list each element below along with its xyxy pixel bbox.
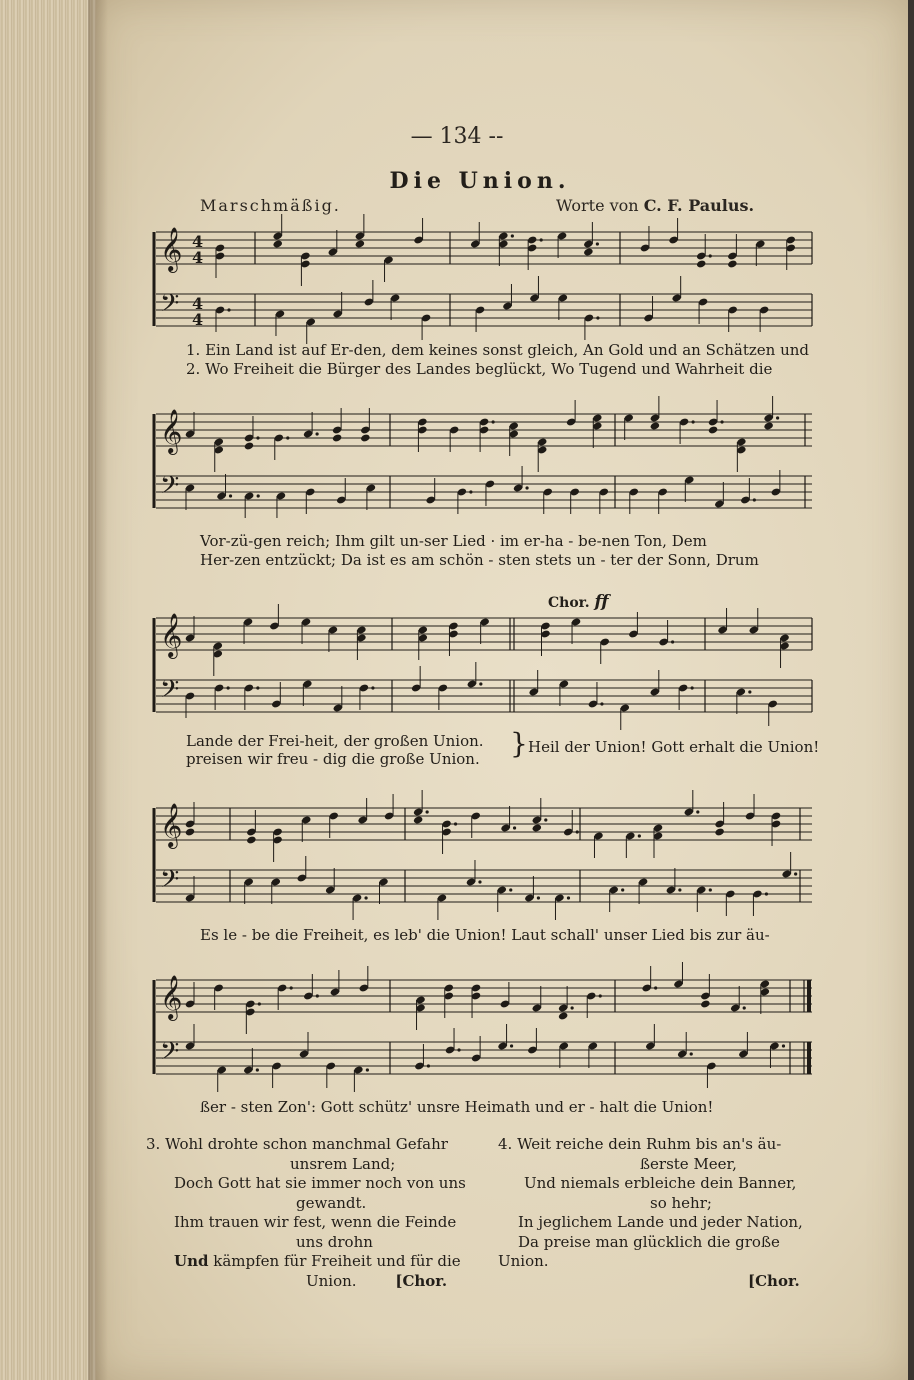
time-signature-bottom: 4	[192, 248, 204, 267]
lyric-system-2-verse-2: Her-zen entzückt; Da ist es am schön - sten stets un - ter der Sonn, Drum	[200, 551, 759, 569]
augmentation-dot	[537, 896, 540, 899]
verse-4-line-6: Da preise man glücklich die große Union.	[498, 1232, 780, 1270]
treble-staff	[156, 396, 812, 472]
note-head	[696, 259, 706, 268]
augmentation-dot	[427, 1064, 430, 1067]
augmentation-dot	[544, 818, 547, 821]
verse-4	[498, 1135, 828, 1291]
note-head	[360, 433, 370, 442]
augmentation-dot	[776, 416, 779, 419]
staff-system-4-svg	[150, 798, 820, 923]
augmentation-dot	[678, 888, 681, 891]
note-head	[332, 433, 342, 442]
augmentation-dot	[257, 494, 260, 497]
bass-staff	[156, 852, 812, 920]
treble-staff	[156, 962, 812, 1034]
lyric-system-3-verse-2: preisen wir freu - dig die große Union.	[186, 750, 480, 768]
augmentation-dot	[492, 420, 495, 423]
augmentation-dot	[509, 888, 512, 891]
note-head	[413, 815, 423, 824]
bass-clef-icon: 𝄢	[160, 471, 180, 506]
lyric-system-4: Es le - be die Freiheit, es leb' die Union! Laut schall' unser Lied bis zur äu-	[200, 926, 770, 944]
augmentation-dot	[709, 254, 712, 257]
verse-4-line-2: ßerste Meer,	[640, 1154, 737, 1173]
augmentation-dot	[290, 986, 293, 989]
note-head	[700, 999, 710, 1008]
verse-3-line-5: Ihm trauen wir fest, wenn die Feinde	[174, 1213, 457, 1231]
treble-clef-icon: 𝄞	[160, 409, 183, 453]
augmentation-dot	[511, 234, 514, 237]
staff-system-3-svg	[150, 608, 820, 733]
note-head	[727, 259, 737, 268]
treble-clef-icon: 𝄞	[160, 613, 183, 657]
verse-3-line-6: uns drohn	[296, 1232, 373, 1251]
augmentation-dot	[229, 494, 232, 497]
staff-system-1-svg	[150, 222, 820, 342]
bass-clef-icon: 𝄢	[160, 675, 180, 710]
augmentation-dot	[709, 888, 712, 891]
note-head	[763, 421, 773, 430]
augmentation-dot	[690, 1052, 693, 1055]
credit-prefix: Worte von	[556, 196, 639, 215]
note-head	[558, 1011, 568, 1020]
note-head	[185, 827, 195, 836]
staff-system-2-svg	[150, 404, 820, 529]
staff-system-5-svg	[150, 970, 820, 1095]
augmentation-dot	[596, 242, 599, 245]
lyric-system-1-verse-2: 2. Wo Freiheit die Bürger des Landes beglückt, Wo Tugend und Wahrheit die	[186, 360, 773, 378]
chorus-label: Chor. ff	[548, 592, 609, 612]
verse-3	[146, 1135, 476, 1291]
music-system-5	[150, 970, 820, 1095]
page-number: — 134 --	[410, 124, 504, 149]
augmentation-dot	[510, 1044, 513, 1047]
verse-4-line-4: so hehr;	[650, 1193, 712, 1212]
augmentation-dot	[782, 1044, 785, 1047]
augmentation-dot	[765, 892, 768, 895]
augmentation-dot	[638, 834, 641, 837]
augmentation-dot	[364, 896, 367, 899]
augmentation-dot	[596, 316, 599, 319]
bass-clef-icon: 𝄢	[160, 289, 180, 324]
augmentation-dot	[576, 830, 579, 833]
augmentation-dot	[691, 686, 694, 689]
augmentation-dot	[256, 436, 259, 439]
augmentation-dot	[256, 1068, 259, 1071]
augmentation-dot	[794, 872, 797, 875]
augmentation-dot	[256, 686, 259, 689]
music-system-1	[150, 222, 820, 342]
gutter-shadow	[88, 0, 108, 1380]
time-signature-top: 4	[192, 294, 204, 313]
verse-brace: }	[510, 727, 528, 760]
lyric-system-2-verse-1: Vor-zü-gen reich; Ihm gilt un-ser Lied · im er-ha - be-nen Ton, Dem	[200, 532, 707, 550]
dynamic-marking: ff	[594, 592, 609, 612]
book-page-edges	[0, 0, 100, 1380]
verse-3-line-8: Union.	[306, 1271, 357, 1290]
verse-4-line-3: Und niemals erbleiche dein Banner,	[524, 1174, 797, 1192]
augmentation-dot	[743, 1006, 746, 1009]
time-signature-top: 4	[192, 232, 204, 251]
augmentation-dot	[748, 690, 751, 693]
bass-staff	[156, 466, 812, 518]
augmentation-dot	[426, 810, 429, 813]
verse-4-line-5: In jeglichem Lande und jeder Nation,	[518, 1213, 803, 1231]
augmentation-dot	[479, 682, 482, 685]
treble-clef-icon: 𝄞	[160, 227, 183, 271]
augmentation-dot	[227, 686, 230, 689]
verse-3-line-4: gewandt.	[296, 1193, 367, 1212]
treble-clef-icon: 𝄞	[160, 803, 183, 847]
augmentation-dot	[286, 436, 289, 439]
bass-staff	[156, 662, 812, 730]
song-title: Die Union.	[389, 168, 571, 194]
note-head	[650, 421, 660, 430]
treble-staff	[156, 604, 812, 676]
augmentation-dot	[600, 702, 603, 705]
lyric-system-3-refrain: Heil der Union! Gott erhalt die Union!	[528, 738, 820, 756]
treble-staff	[156, 214, 812, 286]
augmentation-dot	[696, 810, 699, 813]
augmentation-dot	[571, 1006, 574, 1009]
music-system-4	[150, 798, 820, 923]
augmentation-dot	[540, 238, 543, 241]
note-head	[583, 247, 593, 256]
verse-4-line-1: Weit reiche dein Ruhm bis an's äu-	[517, 1135, 782, 1153]
verse-3-line-7-bold: Und	[174, 1252, 209, 1270]
music-system-3	[150, 608, 820, 733]
verse-3-line-7: kämpfen für Freiheit und für die	[213, 1252, 461, 1270]
note-head	[532, 823, 542, 832]
augmentation-dot	[513, 826, 516, 829]
verse-3-number: 3.	[146, 1135, 161, 1153]
augmentation-dot	[753, 498, 756, 501]
augmentation-dot	[567, 896, 570, 899]
lyric-system-3-verse-1: Lande der Frei-heit, der großen Union.	[186, 732, 484, 750]
augmentation-dot	[454, 822, 457, 825]
verse-4-chorus-cue: [Chor.	[748, 1271, 800, 1290]
lyric-system-1-verse-1: 1. Ein Land ist auf Er-den, dem keines sonst gleich, An Gold und an Schätzen und	[186, 341, 810, 359]
tempo-marking: Marschmäßig.	[200, 196, 341, 215]
note-head	[708, 425, 718, 434]
verse-4-number: 4.	[498, 1135, 513, 1153]
bass-clef-icon: 𝄢	[160, 865, 180, 900]
augmentation-dot	[621, 888, 624, 891]
augmentation-dot	[371, 686, 374, 689]
bass-staff	[156, 1024, 812, 1092]
augmentation-dot	[654, 986, 657, 989]
verse-3-line-3: Doch Gott hat sie immer noch von uns	[174, 1174, 466, 1192]
bass-staff	[156, 276, 812, 344]
lyric-system-5: ßer - sten Zon': Gott schütz' unsre Heimath und er - halt die Union!	[200, 1098, 714, 1116]
note-head	[714, 827, 724, 836]
credit-name: C. F. Paulus.	[643, 196, 755, 215]
augmentation-dot	[720, 420, 723, 423]
note-head	[355, 239, 365, 248]
augmentation-dot	[457, 1048, 460, 1051]
augmentation-dot	[691, 420, 694, 423]
augmentation-dot	[316, 432, 319, 435]
music-system-2	[150, 404, 820, 529]
augmentation-dot	[316, 994, 319, 997]
note-head	[244, 441, 254, 450]
treble-clef-icon: 𝄞	[160, 975, 183, 1019]
treble-staff	[156, 790, 812, 862]
verse-3-line-1: Wohl drohte schon manchmal Gefahr	[165, 1135, 448, 1153]
augmentation-dot	[478, 880, 481, 883]
augmentation-dot	[227, 308, 230, 311]
augmentation-dot	[599, 994, 602, 997]
augmentation-dot	[525, 486, 528, 489]
note-head	[272, 239, 282, 248]
augmentation-dot	[671, 640, 674, 643]
note-head	[246, 835, 256, 844]
augmentation-dot	[366, 1068, 369, 1071]
verse-3-chorus-cue: [Chor.	[395, 1271, 448, 1290]
lyricist-credit	[556, 196, 754, 215]
verse-3-line-2: unsrem Land;	[290, 1154, 396, 1173]
augmentation-dot	[258, 1002, 261, 1005]
augmentation-dot	[469, 490, 472, 493]
bass-clef-icon: 𝄢	[160, 1037, 180, 1072]
time-signature-bottom: 4	[192, 310, 204, 329]
